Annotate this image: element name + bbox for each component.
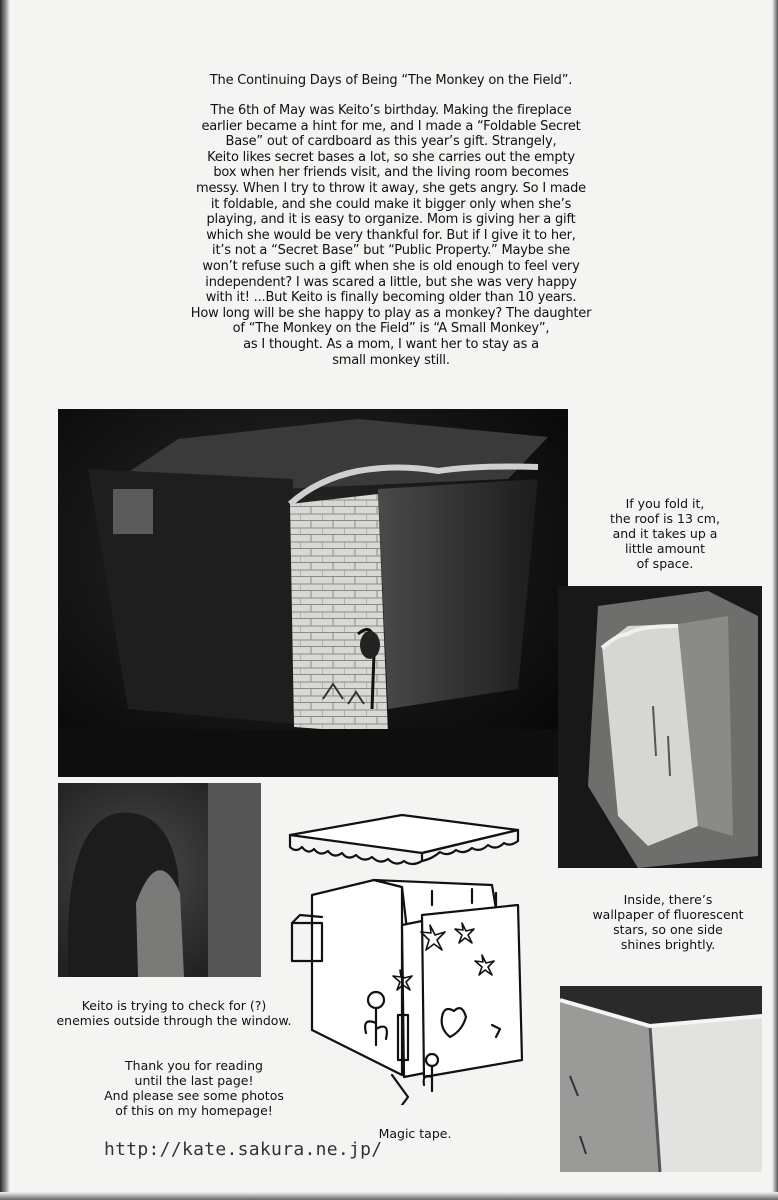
caption-thanks [84, 1058, 304, 1118]
story-line: of “The Monkey on the Field” is “A Small Monkey”, [232, 321, 550, 337]
caption-line: stars, so one side [613, 922, 723, 937]
drawing-secret-base [282, 805, 544, 1105]
caption-inside [568, 892, 768, 952]
story-line: it foldable, and she could make it bigger only when she’s [210, 196, 572, 212]
page-title: The Continuing Days of Being “The Monkey on the Field”. [209, 73, 573, 88]
caption-folded [585, 496, 745, 571]
story-line: independent? I was scared a little, but she was very happy [205, 274, 577, 290]
story-line: as I thought. As a mom, I want her to stay as a [243, 336, 539, 352]
caption-line: wallpaper of fluorescent [592, 907, 744, 922]
page-edge-shadow [772, 0, 778, 1200]
story-line: playing, and it is easy to organize. Mom is giving her a gift [206, 212, 576, 228]
story-line: small monkey still. [332, 352, 450, 368]
story-line: Keito likes secret bases a lot, so she carries out the empty [207, 149, 575, 165]
story-line: with it! ...But Keito is finally becoming older than 10 years. [205, 290, 577, 306]
story-line: earlier became a hint for me, and I made a “Foldable Secret [201, 118, 581, 134]
caption-window [44, 998, 304, 1028]
caption-line: and it takes up a [612, 526, 718, 541]
story-line: box when her friends visit, and the living room becomes [213, 165, 569, 181]
photo-folded-base [558, 586, 762, 868]
caption-line: shines brightly. [620, 937, 716, 952]
story-line: The 6th of May was Keito’s birthday. Making the fireplace [210, 103, 572, 118]
homepage-url: http://kate.sakura.ne.jp/ [104, 1139, 383, 1160]
page-bottom-shadow [0, 1192, 778, 1200]
caption-line: Thank you for reading [125, 1058, 263, 1073]
caption-line: the roof is 13 cm, [610, 511, 720, 526]
caption-line: little amount [624, 541, 706, 556]
photo-keito-window [58, 783, 261, 977]
caption-line: Inside, there’s [623, 892, 713, 907]
caption-line: until the last page! [134, 1073, 254, 1088]
caption-line: of space. [636, 556, 694, 571]
caption-line: If you fold it, [625, 496, 705, 511]
photo-secret-base-open [58, 409, 568, 777]
caption-line: And please see some photos [104, 1088, 284, 1103]
story-line: won’t refuse such a gift when she is old enough to feel very [202, 258, 580, 274]
story-line: which she would be very thankful for. But if I give it to her, [206, 227, 576, 243]
page-binding-shadow [0, 0, 10, 1200]
story-text [150, 103, 632, 368]
caption-magic-tape: Magic tape. [378, 1126, 452, 1141]
story-line: messy. When I try to throw it away, she gets angry. So I made [196, 180, 586, 196]
story-line: Base” out of cardboard as this year’s gift. Strangely, [225, 134, 557, 150]
caption-line: of this on my homepage! [115, 1103, 273, 1118]
caption-line: enemies outside through the window. [56, 1013, 292, 1028]
story-line: How long will be she happy to play as a monkey? The daughter [190, 305, 592, 321]
story-line: it’s not a “Secret Base” but “Public Property.” Maybe she [212, 243, 570, 259]
photo-inside-wallpaper [560, 986, 762, 1172]
caption-line: Keito is trying to check for (?) [81, 998, 267, 1013]
